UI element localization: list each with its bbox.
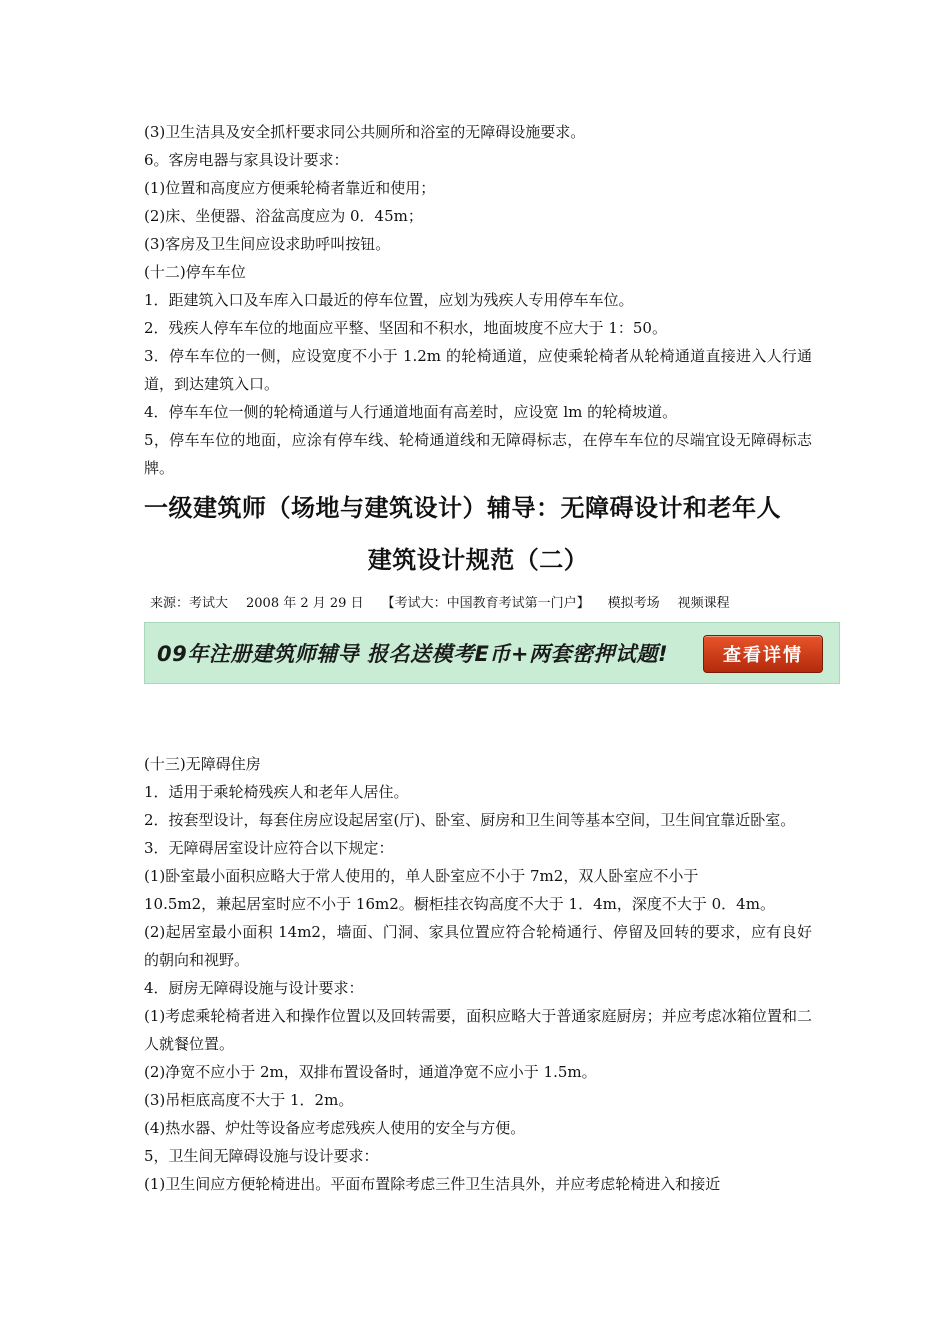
paragraph-line: 3．无障碍居室设计应符合以下规定：: [144, 839, 394, 857]
banner-text: 09年注册建筑师辅导 报名送模考E币+两套密押试题!: [157, 642, 669, 666]
paragraph-line: 4．停车车位一侧的轮椅通道与人行通道地面有高差时，应设宽 lm 的轮椅坡道。: [144, 403, 678, 421]
paragraph-line: 5，卫生间无障碍设施与设计要求：: [144, 1147, 379, 1165]
article-meta: [144, 592, 812, 616]
publish-date: 2008 年 2 月 29 日: [246, 596, 364, 611]
paragraph-line: (1)卫生间应方便轮椅进出。平面布置除考虑三件卫生洁具外，并应考虑轮椅进入和接近: [144, 1175, 721, 1193]
paragraph-line: (3)吊柜底高度不大于 1．2m。: [144, 1091, 354, 1109]
paragraph-line: (3)卫生洁具及安全抓杆要求同公共厕所和浴室的无障碍设施要求。: [144, 123, 586, 141]
paragraph-line: 10.5m2，兼起居室时应不小于 16m2。橱柜挂衣钩高度不大于 1．4m，深度不大于 0．4m。: [144, 895, 775, 913]
paragraph-line: (2)床、坐便器、浴盆高度应为 0．45m；: [144, 207, 423, 225]
paragraph-line: (3)客房及卫生间应设求助呼叫按钮。: [144, 235, 391, 253]
section-heading: (十三)无障碍住房: [144, 755, 261, 773]
paragraph: 3．停车车位的一侧，应设宽度不小于 1.2m 的轮椅通道，应使乘轮椅者从轮椅通道直接进入人行通道，到达建筑入口。: [144, 347, 812, 393]
section-heading: (十二)停车车位: [144, 263, 246, 281]
paragraph-line: 2．残疾人停车车位的地面应平整、坚固和不积水，地面坡度不应大于 1：50。: [144, 319, 667, 337]
spacer: [144, 684, 812, 750]
paragraph-line: (1)位置和高度应方便乘轮椅者靠近和使用；: [144, 179, 436, 197]
paragraph-line: (2)净宽不应小于 2m，双排布置设备时，通道净宽不应小于 1.5m。: [144, 1063, 597, 1081]
paragraph-line: 6。客房电器与家具设计要求：: [144, 151, 349, 169]
paragraph-line: (1)卧室最小面积应略大于常人使用的，单人卧室应不小于 7m2，双人卧室应不小于: [144, 867, 699, 885]
video-course-link[interactable]: 视频课程: [677, 596, 730, 611]
portal-link[interactable]: 【考试大：中国教育考试第一门户】: [381, 596, 590, 611]
paragraph-line: 4．厨房无障碍设施与设计要求：: [144, 979, 364, 997]
section-top: [144, 118, 812, 482]
section-bottom: [144, 750, 812, 1198]
paragraph: 2．按套型设计，每套住房应设起居室(厅)、卧室、厨房和卫生间等基本空间，卫生间宜靠近卧室。: [144, 811, 796, 829]
paragraph-line: (4)热水器、炉灶等设备应考虑残疾人使用的安全与方便。: [144, 1119, 526, 1137]
paragraph: 5，停车车位的地面，应涂有停车线、轮椅通道线和无障碍标志，在停车车位的尽端宜设无障碍标志牌。: [144, 431, 812, 477]
paragraph: (1)考虑乘轮椅者进入和操作位置以及回转需要，面积应略大于普通家庭厨房；并应考虑冰箱位置和二人就餐位置。: [144, 1007, 812, 1053]
article-title-line-1: 一级建筑师（场地与建筑设计）辅导：无障碍设计和老年人: [144, 494, 781, 522]
view-details-button[interactable]: 查看详情: [703, 635, 823, 673]
paragraph-line: 1．适用于乘轮椅残疾人和老年人居住。: [144, 783, 409, 801]
paragraph-line: 1．距建筑入口及车库入口最近的停车位置，应划为残疾人专用停车车位。: [144, 291, 634, 309]
source-label: 来源：考试大: [150, 596, 229, 611]
article-title-line-2: 建筑设计规范（二）: [367, 546, 589, 574]
ad-banner[interactable]: [144, 622, 840, 684]
document-page: [144, 118, 812, 1198]
paragraph: (2)起居室最小面积 14m2，墙面、门洞、家具位置应符合轮椅通行、停留及回转的要求，应有良好的朝向和视野。: [144, 923, 812, 969]
mock-exam-link[interactable]: 模拟考场: [607, 596, 660, 611]
